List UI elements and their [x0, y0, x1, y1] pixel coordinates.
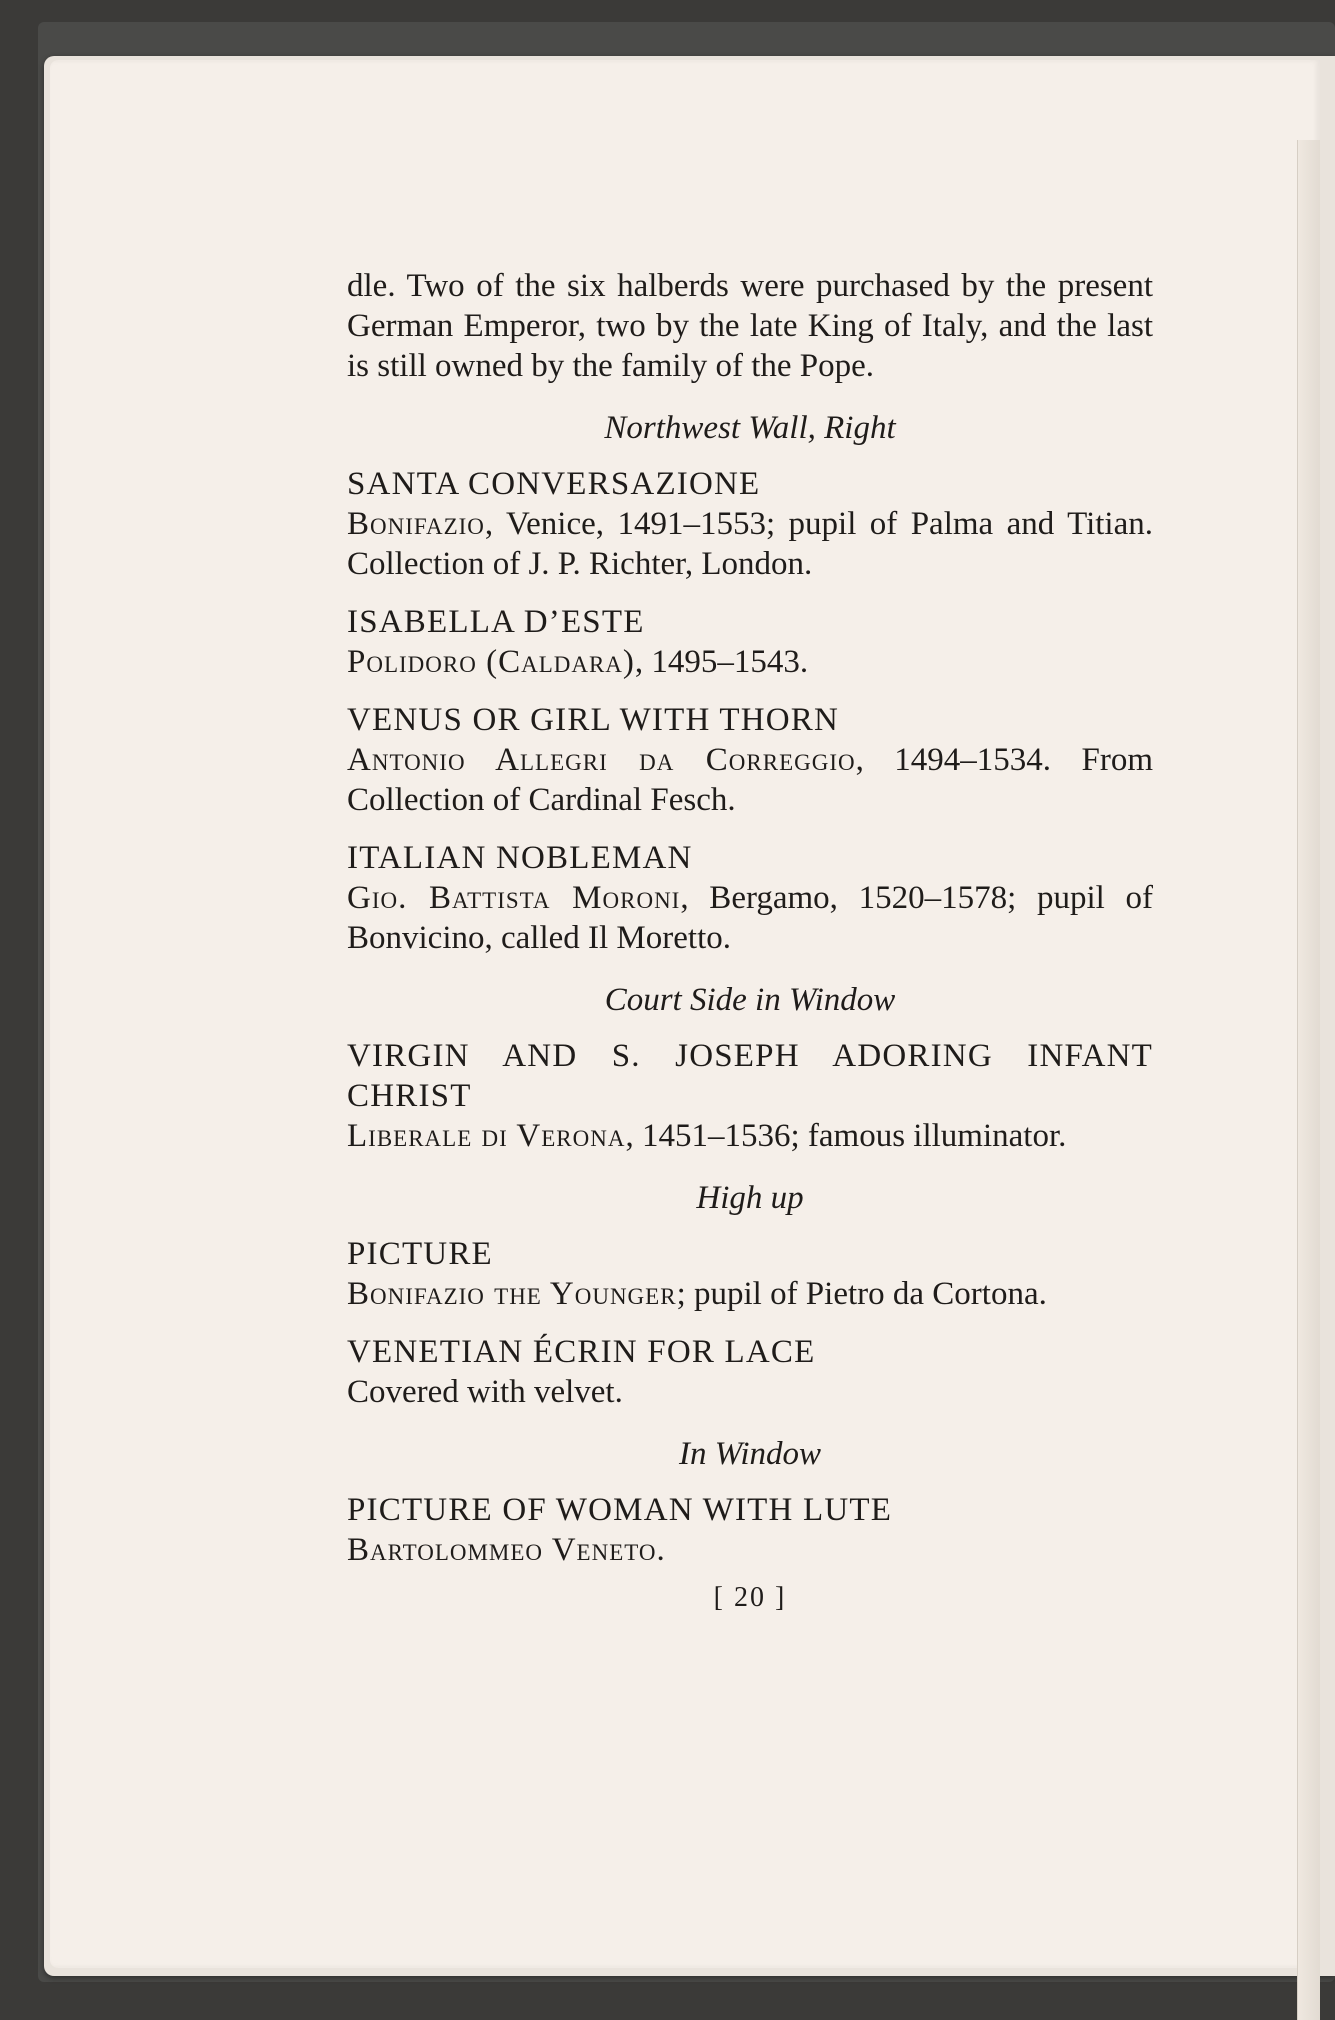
entry-artist: Gio. Battista Moroni: [347, 880, 681, 916]
section-heading: High up: [696, 1180, 804, 1216]
entry-detail: , Bergamo, 1520–1578; pupil of Bonvicino, called Il Moretto.: [347, 880, 1153, 956]
entry-title: VENETIAN ÉCRIN FOR LACE: [347, 1334, 816, 1370]
entry-title: ISABELLA D’ESTE: [347, 604, 645, 640]
entry-title: ITALIAN NOBLEMAN: [347, 840, 693, 876]
section-heading: In Window: [678, 1436, 822, 1472]
entry-text: [347, 642, 1153, 682]
entry-detail: , 1451–1536; famous illuminator.: [625, 1118, 1067, 1154]
entry-artist: Antonio Allegri da Correggio: [347, 742, 856, 778]
catalog-entry: [347, 1234, 1153, 1314]
section-heading: Court Side in Window: [604, 982, 896, 1018]
entry-text: [347, 1372, 1153, 1412]
entry-title: VIRGIN AND S. JOSEPH ADORING INFANT CHRIST: [347, 1038, 1153, 1114]
catalog-entry: [347, 838, 1153, 958]
entry-text: [347, 1274, 1153, 1314]
entry-detail: , Venice, 1491–1553; pupil of Palma and Titian. Collection of J. P. Richter, London.: [347, 506, 1153, 582]
entry-text: [347, 1116, 1153, 1156]
entry-title: SANTA CONVERSAZIONE: [347, 466, 761, 502]
entry-text: [347, 1530, 1153, 1570]
intro-paragraph: dle. Two of the six halberds were purchased by the present German Emperor, two by the late King of Italy, and the last is still owned by the family of the Pope.: [347, 268, 1153, 384]
page-edge: [1297, 140, 1320, 2020]
catalog-entry: [347, 464, 1153, 584]
entry-artist: Bonifazio: [347, 506, 485, 542]
catalog-entry: [347, 700, 1153, 820]
entry-artist: Bonifazio the Younger: [347, 1276, 677, 1312]
entry-detail: ; pupil of Pietro da Cortona.: [676, 1276, 1047, 1312]
entry-artist: Liberale di Verona: [347, 1118, 626, 1154]
entry-title: VENUS OR GIRL WITH THORN: [347, 702, 840, 738]
section-heading: Northwest Wall, Right: [604, 410, 896, 446]
catalog-entry: [347, 1490, 1153, 1570]
entry-detail: Covered with velvet.: [347, 1374, 623, 1410]
entry-detail: , 1495–1543.: [634, 644, 809, 680]
entry-detail: .: [656, 1532, 665, 1568]
catalog-entry: [347, 1332, 1153, 1412]
catalog-entry: [347, 602, 1153, 682]
entry-text: [347, 878, 1153, 958]
text-block: [347, 266, 1153, 1618]
entry-artist: Bartolommeo Veneto: [347, 1532, 657, 1568]
entry-text: [347, 504, 1153, 584]
page-number: [ 20 ]: [713, 1582, 787, 1613]
entry-text: [347, 740, 1153, 820]
catalog-entry: [347, 1036, 1153, 1156]
entry-title: PICTURE OF WOMAN WITH LUTE: [347, 1492, 893, 1528]
entry-artist: Polidoro (Caldara): [347, 644, 635, 680]
entry-detail: , 1494–1534. From Collection of Cardinal Fesch.: [347, 742, 1153, 818]
entry-title: PICTURE: [347, 1236, 493, 1272]
